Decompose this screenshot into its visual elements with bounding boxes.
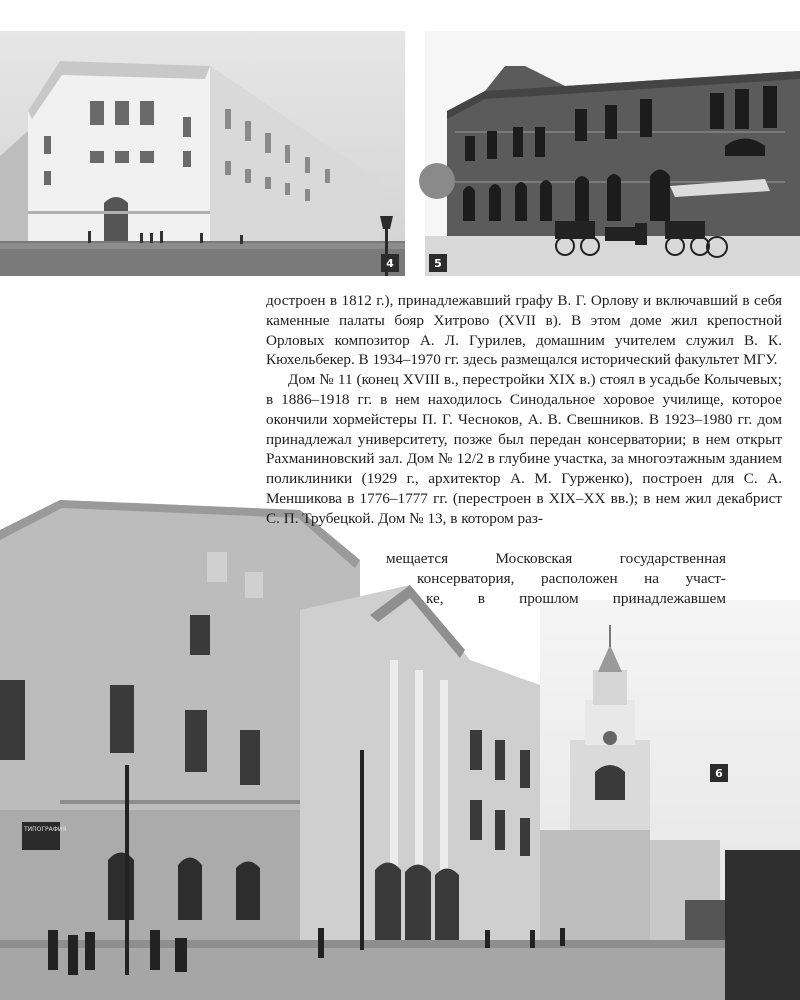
- photo-5: [425, 31, 800, 276]
- figure-badge: 6: [710, 764, 728, 782]
- text-line: консерватория, расположен на участ-: [417, 569, 726, 587]
- photo-4: [0, 31, 405, 276]
- text-line: мещается Московская государственная: [386, 550, 726, 567]
- text-line: ке, в прошлом принадлежавшем: [426, 589, 726, 607]
- paragraph: Дом № 11 (конец XVIII в., перестройки XIX в.) стоял в усадьбе Колычевых; в 1886–1918 гг. в нем находилось Синодальное хоровое училище, которое окончили хормейстеры П. Г. Чесноков, А. В. Свешников. В 1923–1980 гг. дом принадлежал университету, позже был передан консерватории; в нем открыт Рахманиновский зал. Дом № 12/2 в глубине участка, за многоэтажным зданием поликлиники (1929 г., архитектор А. М. Гурженко), построен для С. А. Меншикова в 1776–1777 гг. (перестроен в XIX–XX вв.); в нем жил декабрист С. П. Трубецкой. Дом № 13, в котором раз-: [266, 371, 782, 527]
- paragraph: достроен в 1812 г.), принадлежавший графу В. Г. Орлову и включавший в себя каменные палаты бояр Хитрово (XVII в). В этом доме жил крепостной Орловых композитор А. Л. Гурилев, домашним учителем служил В. К. Кюхельбекер. В 1934–1970 гг. здесь размещался исторический факультет МГУ.: [266, 292, 782, 369]
- figure-badge: 4: [381, 254, 399, 272]
- article-text-wrap: [386, 549, 726, 608]
- typography-signboard: ТИПОГРАФИЯ: [24, 826, 67, 833]
- figure-badge: 5: [429, 254, 447, 272]
- article-text: [266, 291, 782, 529]
